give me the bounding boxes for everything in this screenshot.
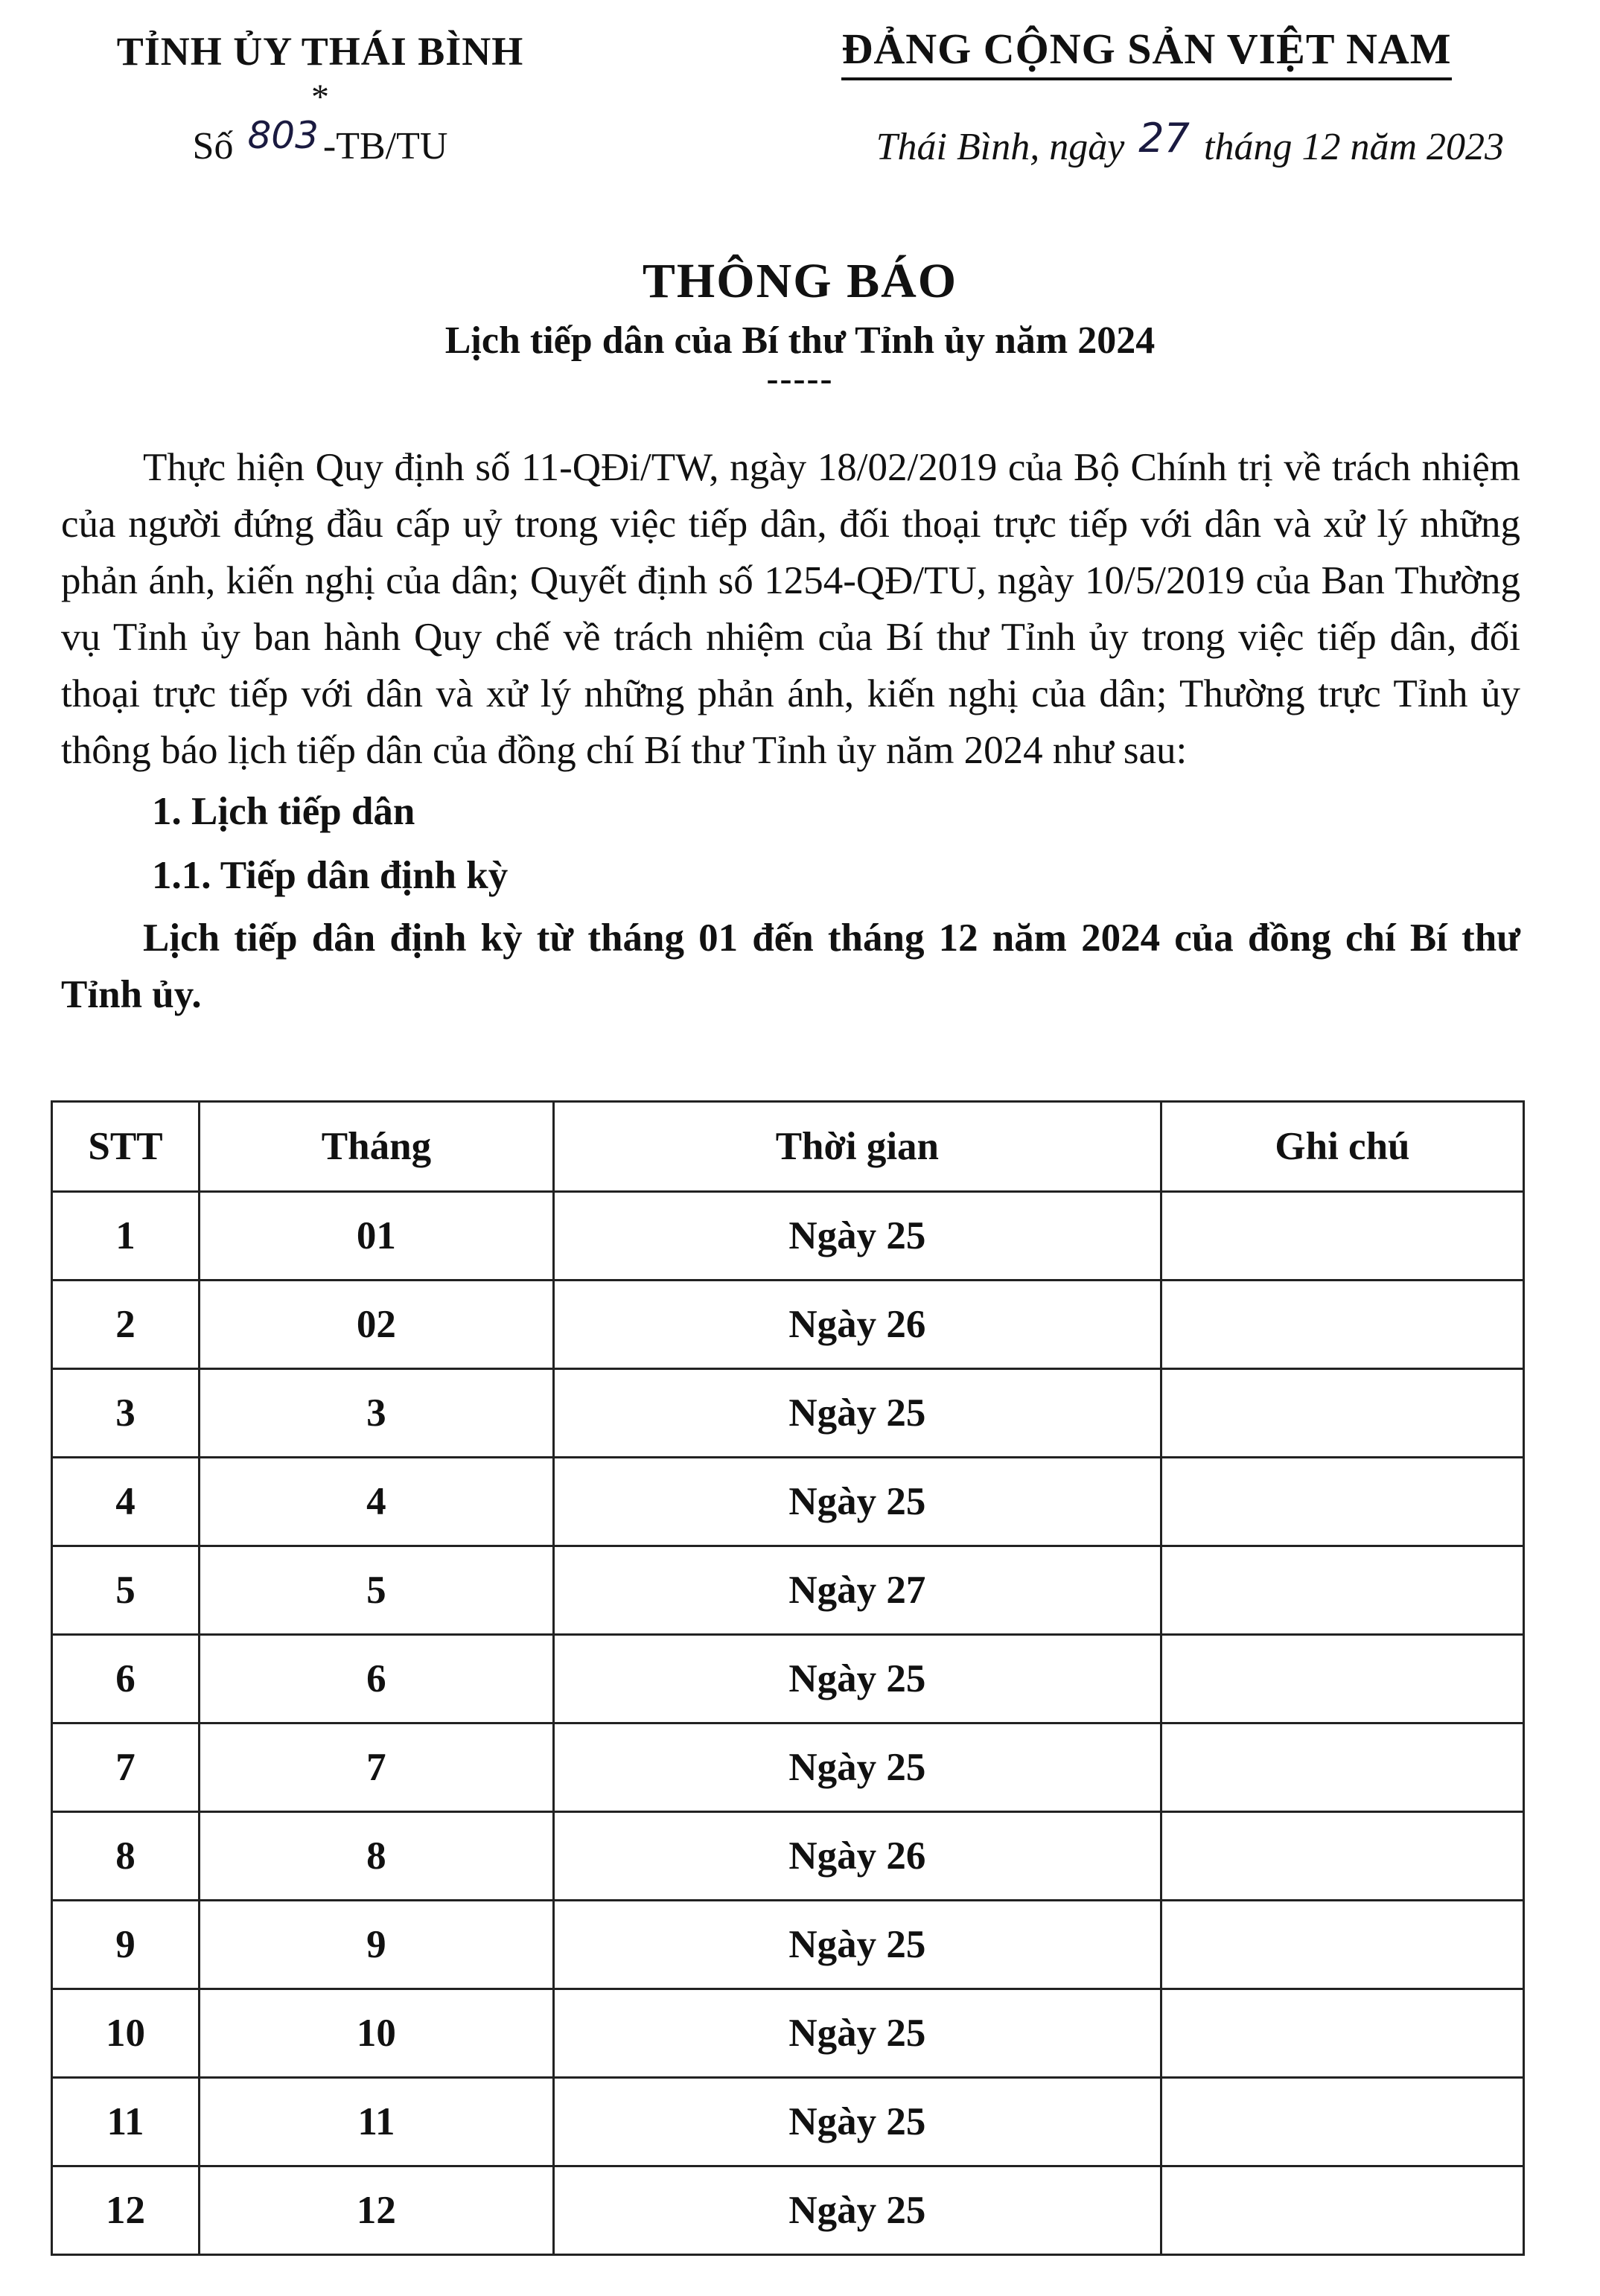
cell-note [1161,1192,1523,1281]
table-row [52,1635,1524,1723]
cell-note [1161,1546,1523,1635]
cell-month: 3 [200,1369,554,1458]
title-block [0,253,1600,399]
cell-month: 7 [200,1723,554,1812]
doc-number-handwritten: 803 [247,113,319,157]
cell-time: Ngày 25 [553,2078,1161,2166]
cell-stt: 11 [52,2078,200,2166]
cell-month: 6 [200,1635,554,1723]
document-number [89,113,551,168]
party-block [789,25,1504,169]
header-note: Ghi chú [1161,1102,1523,1192]
issuer-block [89,30,551,168]
table-row [52,1458,1524,1546]
cell-note [1161,1812,1523,1901]
document-body [61,439,1520,1023]
cell-time: Ngày 25 [553,1989,1161,2078]
cell-stt: 1 [52,1192,200,1281]
cell-time: Ngày 25 [553,2166,1161,2255]
cell-month: 11 [200,2078,554,2166]
cell-note [1161,1635,1523,1723]
cell-time: Ngày 25 [553,1901,1161,1989]
title-separator: ----- [766,359,834,398]
cell-note [1161,2078,1523,2166]
intro-paragraph: Thực hiện Quy định số 11-QĐi/TW, ngày 18/02/2019 của Bộ Chính trị về trách nhiệm của người đứng đầu cấp uỷ trong việc tiếp dân, đối thoại trực tiếp với dân và xử lý những phản ánh, kiến nghị của dân; Quyết định số 1254-QĐ/TU, ngày 10/5/2019 của Ban Thường vụ Tỉnh ủy ban hành Quy chế về trách nhiệm của Bí thư Tỉnh ủy trong việc tiếp dân, đối thoại trực tiếp với dân và xử lý những phản ánh, kiến nghị của dân; Thường trực Tỉnh ủy thông báo lịch tiếp dân của đồng chí Bí thư Tỉnh ủy năm 2024 như sau: [61,446,1520,772]
cell-stt: 3 [52,1369,200,1458]
cell-stt: 6 [52,1635,200,1723]
cell-note [1161,2166,1523,2255]
table-row [52,1281,1524,1369]
cell-time: Ngày 25 [553,1635,1161,1723]
date-line [789,114,1504,169]
cell-time: Ngày 25 [553,1192,1161,1281]
table-row [52,1723,1524,1812]
cell-month: 9 [200,1901,554,1989]
table-row [52,1989,1524,2078]
issuing-organization: TỈNH ỦY THÁI BÌNH [116,29,524,74]
table-row [52,1192,1524,1281]
cell-month: 8 [200,1812,554,1901]
doc-number-suffix: -TB/TU [322,124,448,168]
cell-note [1161,1901,1523,1989]
cell-stt: 7 [52,1723,200,1812]
cell-time: Ngày 25 [553,1369,1161,1458]
table-row [52,1812,1524,1901]
section-1-1-heading: 1.1. Tiếp dân định kỳ [152,854,509,897]
cell-month: 12 [200,2166,554,2255]
party-name: ĐẢNG CỘNG SẢN VIỆT NAM [841,25,1451,80]
cell-note [1161,1458,1523,1546]
doc-number-prefix: Số [192,124,234,168]
header-time: Thời gian [553,1102,1161,1192]
cell-time: Ngày 27 [553,1546,1161,1635]
cell-time: Ngày 25 [553,1723,1161,1812]
cell-month: 5 [200,1546,554,1635]
cell-stt: 8 [52,1812,200,1901]
date-prefix: Thái Bình, ngày [876,125,1125,168]
table-intro: Lịch tiếp dân định kỳ từ tháng 01 đến tháng 12 năm 2024 của đồng chí Bí thư Tỉnh ủy. [61,916,1520,1016]
cell-time: Ngày 26 [553,1812,1161,1901]
header-stt: STT [52,1102,200,1192]
cell-stt: 4 [52,1458,200,1546]
cell-month: 4 [200,1458,554,1546]
cell-note [1161,1723,1523,1812]
table-row [52,1901,1524,1989]
cell-month: 01 [200,1192,554,1281]
cell-stt: 12 [52,2166,200,2255]
cell-month: 10 [200,1989,554,2078]
table-row [52,1369,1524,1458]
star-mark: * [311,77,329,118]
cell-stt: 2 [52,1281,200,1369]
header-month: Tháng [200,1102,554,1192]
cell-stt: 5 [52,1546,200,1635]
table-header-row [52,1102,1524,1192]
schedule-table [51,1100,1525,2256]
document-subject: Lịch tiếp dân của Bí thư Tỉnh ủy năm 2024 [444,319,1156,362]
document-type: THÔNG BÁO [642,254,958,308]
section-1-heading: 1. Lịch tiếp dân [152,790,415,833]
table-row [52,2078,1524,2166]
cell-time: Ngày 26 [553,1281,1161,1369]
cell-time: Ngày 25 [553,1458,1161,1546]
table-row [52,2166,1524,2255]
cell-note [1161,1369,1523,1458]
table-row [52,1546,1524,1635]
date-day-handwritten: 27 [1138,114,1190,162]
cell-stt: 10 [52,1989,200,2078]
cell-note [1161,1989,1523,2078]
cell-note [1161,1281,1523,1369]
cell-stt: 9 [52,1901,200,1989]
date-suffix: tháng 12 năm 2023 [1204,125,1504,168]
cell-month: 02 [200,1281,554,1369]
